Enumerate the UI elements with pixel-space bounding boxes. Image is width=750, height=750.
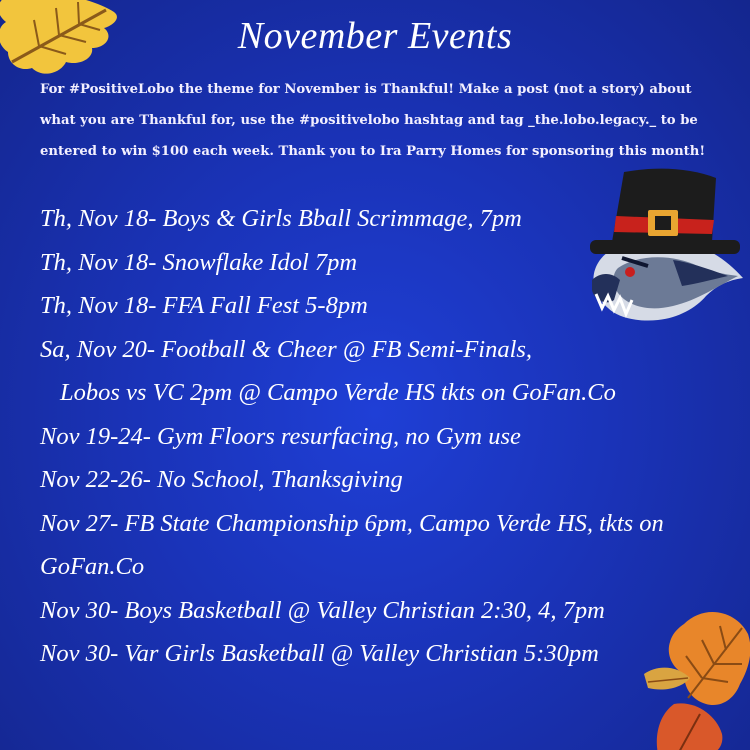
event-item: Nov 30- Var Girls Basketball @ Valley Christian 5:30pm bbox=[40, 640, 599, 667]
event-item: Nov 30- Boys Basketball @ Valley Christian 2:30, 4, 7pm bbox=[40, 596, 605, 624]
intro-paragraph: For #PositiveLobo the theme for November is Thankful! Make a post (not a story) about what you are Thankful for, use the #positivelobo hashtag and tag _the.lobo.legacy._ to be entered to win $100 each week. Thank you to Ira Parry Homes for sponsoring this month! bbox=[40, 82, 706, 159]
event-list bbox=[40, 197, 730, 676]
event-item: Th, Nov 18- FFA Fall Fest 5-8pm bbox=[40, 292, 368, 319]
event-item: Th, Nov 18- Boys & Girls Bball Scrimmage, 7pm bbox=[40, 205, 522, 232]
event-item: Nov 19-24- Gym Floors resurfacing, no Gym use bbox=[40, 422, 521, 450]
page-title: November Events bbox=[237, 15, 513, 57]
event-item-continuation: Lobos vs VC 2pm @ Campo Verde HS tkts on GoFan.Co bbox=[60, 379, 616, 406]
event-item: Nov 27- FB State Championship 6pm, Campo Verde HS, tkts on GoFan.Co bbox=[40, 509, 664, 580]
event-item: Nov 22-26- No School, Thanksgiving bbox=[40, 466, 403, 493]
autumn-leaves-icon bbox=[644, 604, 750, 750]
event-item: Sa, Nov 20- Football & Cheer @ FB Semi-Finals, bbox=[40, 335, 533, 363]
event-item: Th, Nov 18- Snowflake Idol 7pm bbox=[40, 248, 358, 276]
